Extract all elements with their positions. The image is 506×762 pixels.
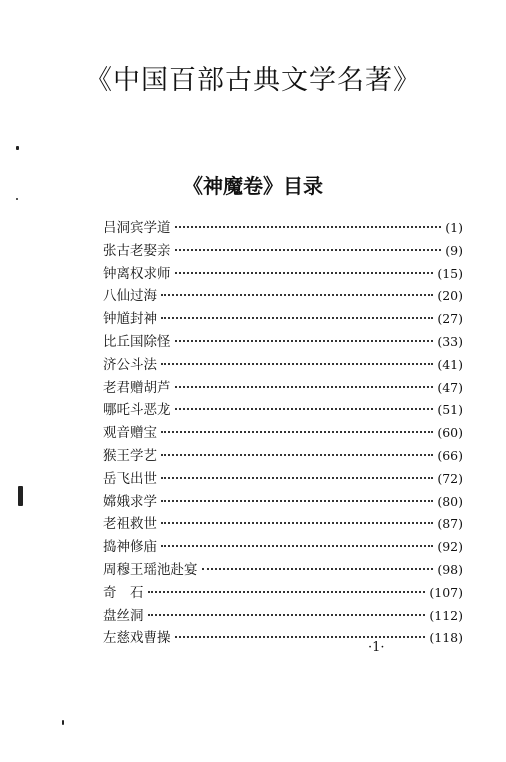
dot-leader xyxy=(175,249,442,251)
toc-entry xyxy=(103,285,463,308)
toc-entry-page: (51) xyxy=(437,402,463,418)
toc-entry-page: (72) xyxy=(437,470,463,486)
toc-entry-title: 奇 石 xyxy=(103,584,144,601)
toc-entry-page: (107) xyxy=(429,584,463,600)
toc-entry-page: (80) xyxy=(437,493,463,509)
toc-entry-title: 钟馗封神 xyxy=(103,311,157,328)
toc-entry-title: 哪吒斗恶龙 xyxy=(103,402,171,419)
toc-entry-page: (118) xyxy=(429,630,463,646)
dot-leader xyxy=(202,568,434,570)
toc-entry-title: 嫦娥求学 xyxy=(103,493,157,510)
dot-leader xyxy=(175,408,434,410)
toc-entry-title: 八仙过海 xyxy=(103,288,157,305)
toc-entry-title: 盘丝洞 xyxy=(103,607,144,624)
dot-leader xyxy=(161,294,433,296)
toc-entry-page: (27) xyxy=(437,311,463,327)
dot-leader xyxy=(161,431,433,433)
toc-entry-title: 济公斗法 xyxy=(103,356,157,373)
dot-leader xyxy=(148,591,426,593)
dot-leader xyxy=(175,340,434,342)
dot-leader xyxy=(175,386,434,388)
toc-entry-page: (92) xyxy=(437,539,463,555)
toc-entry xyxy=(103,491,463,514)
toc-entry xyxy=(103,468,463,491)
toc-entry-title: 岳飞出世 xyxy=(103,470,157,487)
toc-title: 《神魔卷》目录 xyxy=(183,174,323,198)
toc-entry-title: 比丘国除怪 xyxy=(103,333,171,350)
toc-entry-title: 观音赠宝 xyxy=(103,425,157,442)
dot-leader xyxy=(161,477,433,479)
toc-entry xyxy=(103,399,463,422)
toc-entry-page: (41) xyxy=(437,356,463,372)
toc-entry-title: 捣神修庙 xyxy=(103,539,157,556)
toc-entry-page: (15) xyxy=(437,265,463,281)
toc-entry-title: 张古老娶亲 xyxy=(103,242,171,259)
toc-entry-title: 吕洞宾学道 xyxy=(103,220,171,236)
scan-speck xyxy=(16,198,18,200)
toc-entry-page: (20) xyxy=(437,288,463,304)
scan-speck xyxy=(16,146,19,150)
dot-leader xyxy=(161,545,433,547)
dot-leader xyxy=(161,317,433,319)
dot-leader xyxy=(161,363,433,365)
toc-entry-page: (60) xyxy=(437,425,463,441)
toc-entry xyxy=(103,240,463,263)
toc-entry xyxy=(103,513,463,536)
dot-leader xyxy=(175,226,442,228)
toc-entry-page: (98) xyxy=(437,561,463,577)
toc-entry-page: (9) xyxy=(445,242,463,258)
toc-entry-title: 左慈戏曹操 xyxy=(103,630,171,647)
toc-entry xyxy=(103,331,463,354)
toc-entry xyxy=(103,263,463,286)
toc-entry xyxy=(103,582,463,605)
dot-leader xyxy=(161,454,433,456)
toc-entry xyxy=(103,536,463,559)
dot-leader xyxy=(148,614,426,616)
dot-leader xyxy=(175,636,426,638)
toc-entry-title: 猴王学艺 xyxy=(103,447,157,464)
scan-speck xyxy=(18,486,23,506)
toc-entry-page: (112) xyxy=(429,607,463,623)
series-title: 《中国百部古典文学名著》 xyxy=(85,65,421,96)
toc-entry-page: (47) xyxy=(437,379,463,395)
toc-entry xyxy=(103,354,463,377)
toc-entry-title: 老君赠胡芦 xyxy=(103,379,171,396)
toc-entry xyxy=(103,377,463,400)
toc-entry-page: (66) xyxy=(437,447,463,463)
toc-entry-title: 老祖救世 xyxy=(103,516,157,533)
toc-entry-page: (1) xyxy=(445,220,463,235)
toc-entry xyxy=(103,422,463,445)
toc-entry xyxy=(103,605,463,628)
toc-entry-page: (33) xyxy=(437,333,463,349)
dot-leader xyxy=(161,500,433,502)
scan-speck xyxy=(62,720,64,725)
dot-leader xyxy=(175,272,434,274)
toc-entry-title: 周穆王瑶池赴宴 xyxy=(103,561,198,578)
toc-entry-title: 钟离权求师 xyxy=(103,265,171,282)
dot-leader xyxy=(161,522,433,524)
toc-entry xyxy=(103,559,463,582)
toc-entry xyxy=(103,308,463,331)
toc-list xyxy=(103,217,463,650)
toc-entry-page: (87) xyxy=(437,516,463,532)
page-number: ·1· xyxy=(368,640,385,655)
toc-entry xyxy=(103,445,463,468)
toc-entry xyxy=(103,217,463,240)
